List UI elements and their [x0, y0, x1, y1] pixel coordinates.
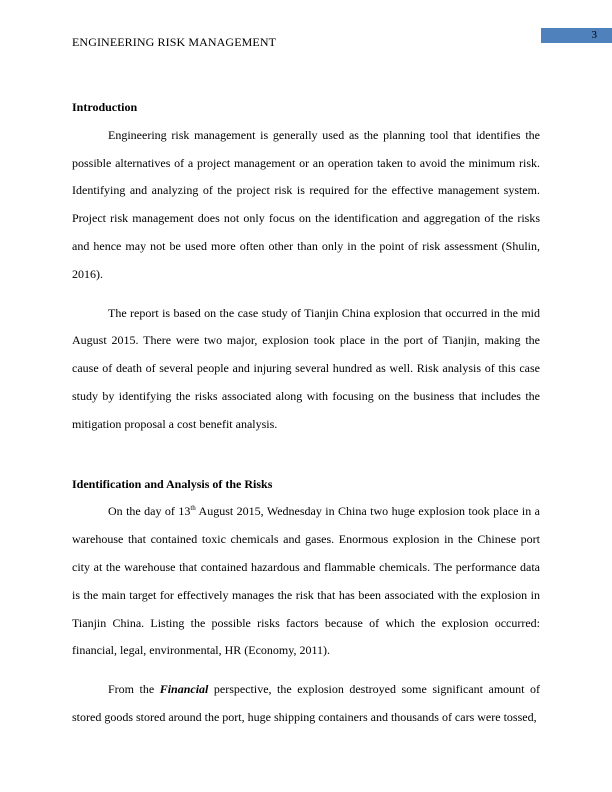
identification-paragraph-2 [72, 676, 540, 732]
p1-rest: August 2015, Wednesday in China two huge explosion took place in a warehouse that contained toxic chemicals and gases. Enormous explosion in the Chinese port city at the warehouse that contained hazardous and flammable chemicals. The performance data is the main target for effectively manages the risk that has been associated with the explosion in Tianjin China. Listing the possible risks factors because of which the explosion occurred: financial, legal, environmental, HR (Economy, 2011). [72, 504, 540, 658]
page-number: 3 [591, 29, 597, 41]
p2-prefix: From the [108, 682, 160, 697]
intro-paragraph-2: The report is based on the case study of Tianjin China explosion that occurred in the mid August 2015. There were two major, explosion took place in the port of Tianjin, making the cause of death of several people and injuring several hundred as well. Risk analysis of this case study by identifying the risks associated along with focusing on the business that includes the mitigation proposal a cost benefit analysis. [72, 305, 540, 431]
identification-paragraph-1 [72, 498, 540, 665]
page-number-box [541, 28, 612, 43]
section-heading-introduction: Introduction [72, 100, 138, 114]
running-head: ENGINEERING RISK MANAGEMENT [72, 35, 277, 49]
section-heading-identification: Identification and Analysis of the Risks [72, 476, 273, 491]
ordinal-superscript: th [190, 504, 196, 513]
intro-paragraph-1: Engineering risk management is generally used as the planning tool that identifies the possible alternatives of a project management or an operation taken to avoid the minimum risk. Identifying and analyzing of the project risk is required for the effective management system. Project risk management does not only focus on the identification and aggregation of the risks and hence may not be used more often other than only in the point of risk assessment (Shulin, 2016). [72, 127, 540, 281]
financial-emphasis: Financial [159, 682, 209, 697]
p2-rest: perspective, the explosion destroyed some significant amount of stored goods stored around the port, huge shipping containers and thousands of cars were tossed, [72, 682, 541, 724]
p1-prefix: On the day of 13 [108, 504, 191, 519]
document-body [72, 94, 540, 732]
